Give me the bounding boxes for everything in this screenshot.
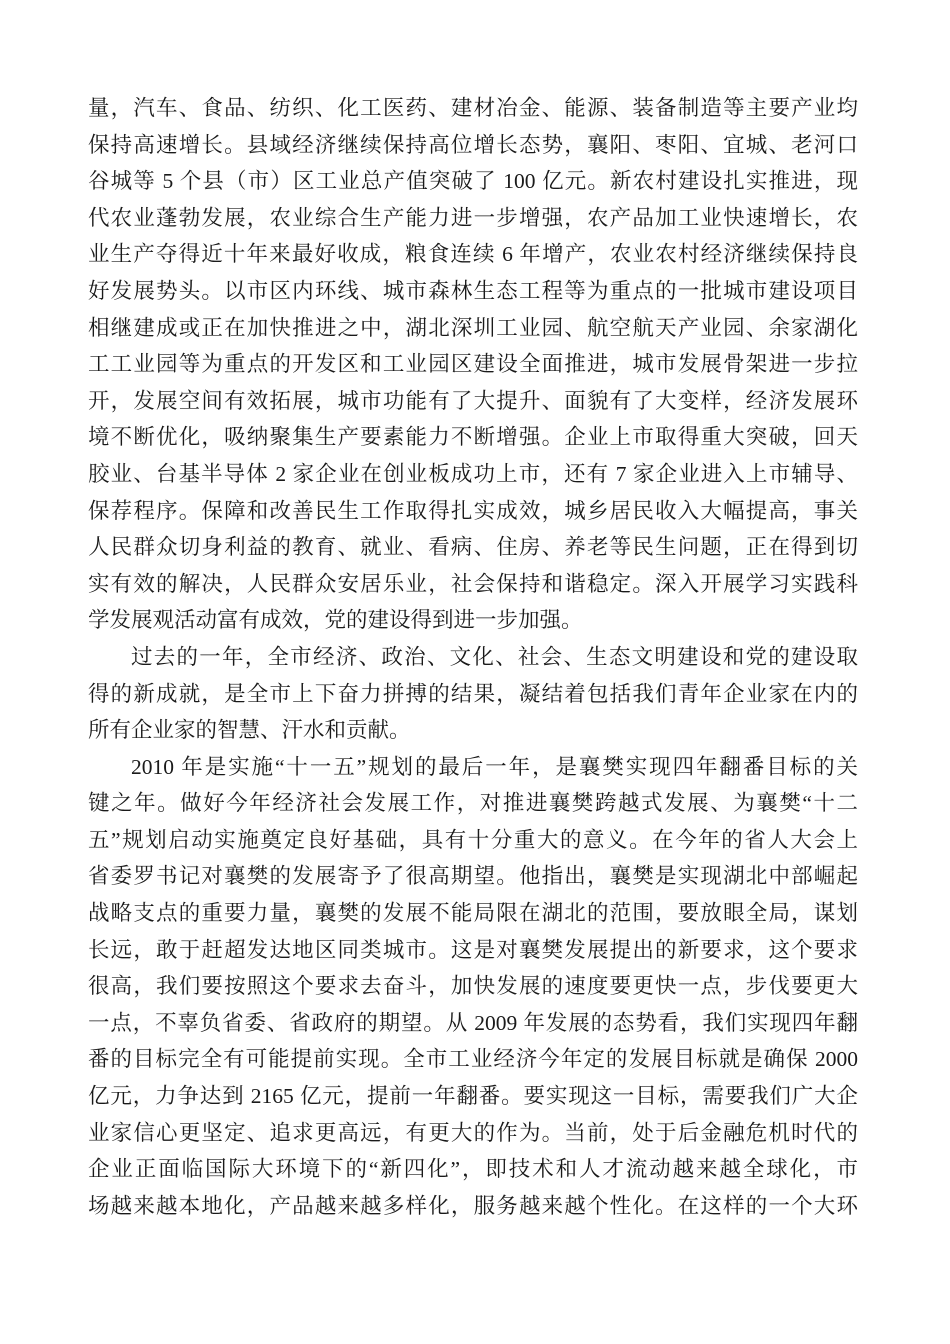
text-line: 胶业、台基半导体 2 家企业在创业板成功上市，还有 7 家企业进入上市辅导、 <box>88 461 858 486</box>
text-line: 好发展势头。以市区内环线、城市森林生态工程等为重点的一批城市建设项目 <box>88 278 858 303</box>
text-line: 保持高速增长。县域经济继续保持高位增长态势，襄阳、枣阳、宜城、老河口 <box>88 132 858 157</box>
text-line: 工工业园等为重点的开发区和工业园区建设全面推进，城市发展骨架进一步拉 <box>88 352 858 377</box>
paragraph <box>88 90 858 639</box>
text-line: 番的目标完全有可能提前实现。全市工业经济今年定的发展目标就是确保 2000 <box>88 1047 858 1072</box>
text-line: 实有效的解决，人民群众安居乐业，社会保持和谐稳定。深入开展学习实践科 <box>88 571 858 596</box>
text-line: 所有企业家的智慧、汗水和贡献。 <box>88 718 411 743</box>
text-line: 学发展观活动富有成效，党的建设得到进一步加强。 <box>88 608 583 633</box>
text-line: 长远，敢于赶超发达地区同类城市。这是对襄樊发展提出的新要求，这个要求 <box>88 937 858 962</box>
text-line: 得的新成就，是全市上下奋力拼搏的结果，凝结着包括我们青年企业家在内的 <box>88 681 858 706</box>
text-line: 2010 年是实施“十一五”规划的最后一年，是襄樊实现四年翻番目标的关 <box>131 754 858 779</box>
text-line: 代农业蓬勃发展，农业综合生产能力进一步增强，农产品加工业快速增长，农 <box>88 205 858 230</box>
text-line: 谷城等 5 个县（市）区工业总产值突破了 100 亿元。新农村建设扎实推进，现 <box>88 169 858 194</box>
text-line: 业生产夺得近十年来最好收成，粮食连续 6 年增产，农业农村经济继续保持良 <box>88 242 858 267</box>
text-line: 战略支点的重要力量，襄樊的发展不能局限在湖北的范围，要放眼全局，谋划 <box>88 901 858 926</box>
text-line: 一点，不辜负省委、省政府的期望。从 2009 年发展的态势看，我们实现四年翻 <box>88 1010 858 1035</box>
text-line: 场越来越本地化，产品越来越多样化，服务越来越个性化。在这样的一个大环 <box>88 1193 858 1218</box>
text-line: 人民群众切身利益的教育、就业、看病、住房、养老等民生问题，正在得到切 <box>88 535 858 560</box>
text-line: 很高，我们要按照这个要求去奋斗，加快发展的速度要更快一点，步伐要更大 <box>88 974 858 999</box>
text-line: 五”规划启动实施奠定良好基础，具有十分重大的意义。在今年的省人大会上 <box>88 827 858 852</box>
text-line: 过去的一年，全市经济、政治、文化、社会、生态文明建设和党的建设取 <box>131 644 858 669</box>
text-line: 业家信心更坚定、追求更高远，有更大的作为。当前，处于后金融危机时代的 <box>88 1120 858 1145</box>
text-line: 键之年。做好今年经济社会发展工作，对推进襄樊跨越式发展、为襄樊“十二 <box>88 791 858 816</box>
document-body <box>88 90 858 1224</box>
paragraph <box>88 639 858 749</box>
text-line: 开，发展空间有效拓展，城市功能有了大提升、面貌有了大变样，经济发展环 <box>88 388 858 413</box>
paragraph <box>88 749 858 1225</box>
text-line: 省委罗书记对襄樊的发展寄予了很高期望。他指出，襄樊是实现湖北中部崛起 <box>88 864 858 889</box>
text-line: 量，汽车、食品、纺织、化工医药、建材冶金、能源、装备制造等主要产业均 <box>88 96 858 120</box>
text-line: 亿元，力争达到 2165 亿元，提前一年翻番。要实现这一目标，需要我们广大企 <box>88 1084 858 1109</box>
text-line: 保荐程序。保障和改善民生工作取得扎实成效，城乡居民收入大幅提高，事关 <box>88 498 858 523</box>
text-line: 相继建成或正在加快推进之中，湖北深圳工业园、航空航天产业园、余家湖化 <box>88 315 858 340</box>
text-line: 企业正面临国际大环境下的“新四化”，即技术和人才流动越来越全球化，市 <box>88 1157 858 1182</box>
text-line: 境不断优化，吸纳聚集生产要素能力不断增强。企业上市取得重大突破，回天 <box>88 425 858 450</box>
